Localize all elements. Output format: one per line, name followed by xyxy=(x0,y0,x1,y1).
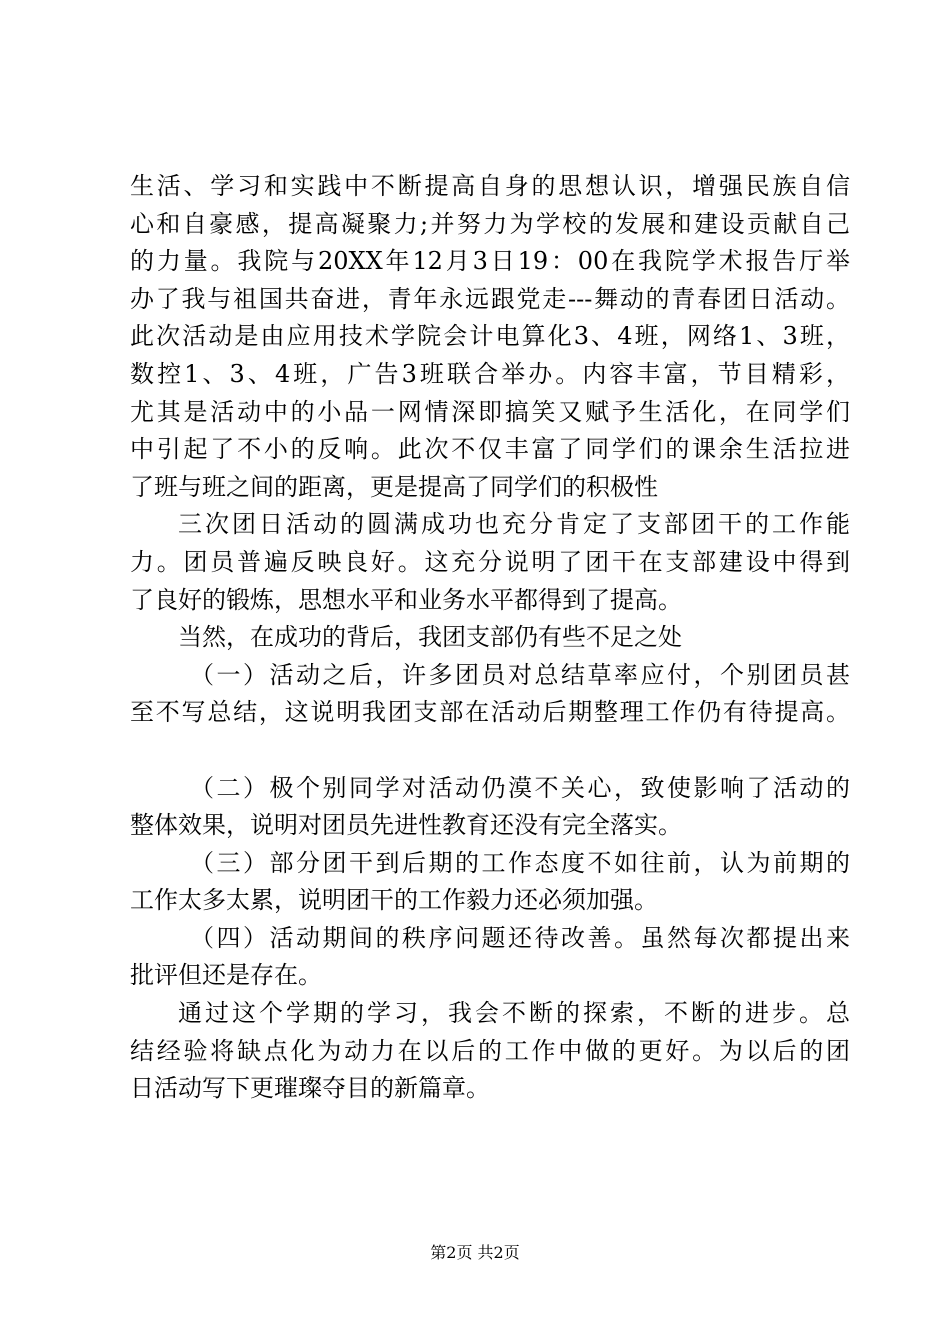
text-line: 日活动写下更璀璨夺目的新篇章。 xyxy=(130,1074,490,1103)
text-line: 心和自豪感，提高凝聚力;并努力为学校的发展和建设贡献自己 xyxy=(130,209,850,238)
text-line: （一）活动之后，许多团员对总结草率应付，个别团员甚 xyxy=(190,660,850,689)
text-line: 数控1、3、4班，广告3班联合举办。内容丰富，节目精彩， xyxy=(130,359,850,388)
text-line: （二）极个别同学对活动仍漠不关心，致使影响了活动的 xyxy=(190,773,850,802)
text-line: （四）活动期间的秩序问题还待改善。虽然每次都提出来 xyxy=(190,923,850,952)
page-footer: 第2页 共2页 xyxy=(430,1243,520,1262)
text-line: 当然，在成功的背后，我团支部仍有些不足之处 xyxy=(178,623,682,652)
text-line: 至不写总结，这说明我团支部在活动后期整理工作仍有待提高。 xyxy=(130,698,850,727)
text-line: 整体效果，说明对团员先进性教育还没有完全落实。 xyxy=(130,811,682,840)
text-line: 了良好的锻炼，思想水平和业务水平都得到了提高。 xyxy=(130,585,682,614)
text-line: 的力量。我院与20XX年12月3日19：00在我院学术报告厅举 xyxy=(130,247,850,276)
text-line: 力。团员普遍反映良好。这充分说明了团干在支部建设中得到 xyxy=(130,547,850,576)
text-line: 工作太多太累，说明团干的工作毅力还必须加强。 xyxy=(130,886,658,915)
text-line: 办了我与祖国共奋进，青年永远跟党走---舞动的青春团日活动。 xyxy=(130,284,850,313)
text-line: 尤其是活动中的小品一网情深即搞笑又赋予生活化，在同学们 xyxy=(130,397,850,426)
text-line: 三次团日活动的圆满成功也充分肯定了支部团干的工作能 xyxy=(178,510,850,539)
paragraph-gap xyxy=(130,732,850,770)
text-line: 生活、学习和实践中不断提高自身的思想认识，增强民族自信 xyxy=(130,172,850,200)
text-line: 中引起了不小的反响。此次不仅丰富了同学们的课余生活拉进 xyxy=(130,435,850,464)
text-line: 通过这个学期的学习，我会不断的探索，不断的进步。总 xyxy=(178,999,850,1028)
text-line: 结经验将缺点化为动力在以后的工作中做的更好。为以后的团 xyxy=(130,1036,850,1065)
body-text xyxy=(130,168,850,1108)
text-line: 此次活动是由应用技术学院会计电算化3、4班，网络1、3班， xyxy=(130,322,850,351)
text-line: 了班与班之间的距离，更是提高了同学们的积极性 xyxy=(130,472,658,501)
text-line: 批评但还是存在。 xyxy=(130,961,322,990)
text-line: （三）部分团干到后期的工作态度不如往前，认为前期的 xyxy=(190,848,850,877)
